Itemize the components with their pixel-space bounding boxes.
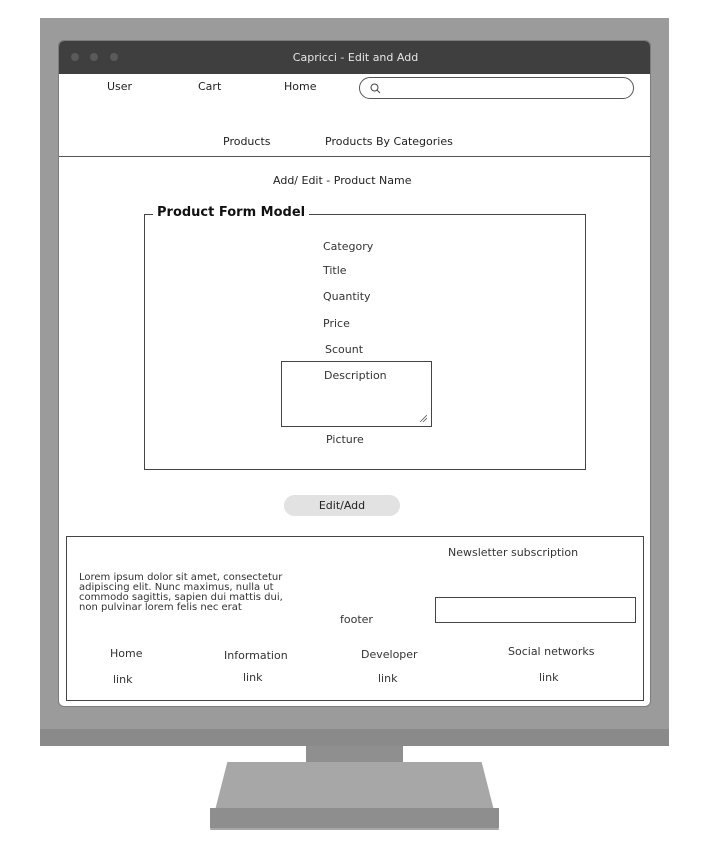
footer-label: footer [340,613,373,626]
nav-user-link[interactable]: User [107,80,133,93]
nav-home-link[interactable]: Home [284,80,317,93]
picture-field[interactable]: Picture [326,433,364,446]
description-placeholder: Description [324,369,387,382]
monitor-chin [40,729,669,746]
nav-cart-link[interactable]: Cart [198,80,222,93]
browser-window [58,40,651,707]
price-field[interactable]: Price [323,317,350,330]
page-heading: Add/ Edit - Product Name [273,174,412,187]
footer-col-developer-title: Developer [361,648,418,661]
header-divider [59,156,651,157]
category-field[interactable]: Category [323,240,374,253]
menu-products-by-categories-link[interactable]: Products By Categories [325,135,453,148]
search-icon [370,83,381,94]
footer-social-link[interactable]: link [539,671,559,684]
footer-information-link[interactable]: link [243,671,263,684]
newsletter-label: Newsletter subscription [448,546,579,559]
edit-add-button[interactable]: Edit/Add [284,495,400,516]
description-textarea[interactable] [281,361,432,427]
footer-home-link[interactable]: link [113,673,133,686]
scount-field[interactable]: Scount [325,343,364,356]
menu-products-link[interactable]: Products [223,135,271,148]
search-input[interactable] [359,77,634,99]
footer-col-information-title: Information [224,649,288,662]
footer-col-social-title: Social networks [508,645,595,658]
quantity-field[interactable]: Quantity [323,290,371,303]
title-bar [59,41,651,74]
footer-col-home-title: Home [110,647,143,660]
monitor-stand-base-edge [210,808,499,828]
newsletter-email-input[interactable] [435,597,636,623]
footer-lorem-text: Lorem ipsum dolor sit amet, consectetur adipiscing elit. Nunc maximus, nulla ut commodo sagittis, sapien dui mattis dui, non pulvinar lorem felis nec erat [79,572,283,613]
resize-handle-icon[interactable] [419,414,427,422]
footer [66,536,644,701]
window-title: Capricci - Edit and Add [292,51,419,64]
footer-developer-link[interactable]: link [378,672,398,685]
title-field[interactable]: Title [323,264,347,277]
form-legend: Product Form Model [153,205,309,220]
